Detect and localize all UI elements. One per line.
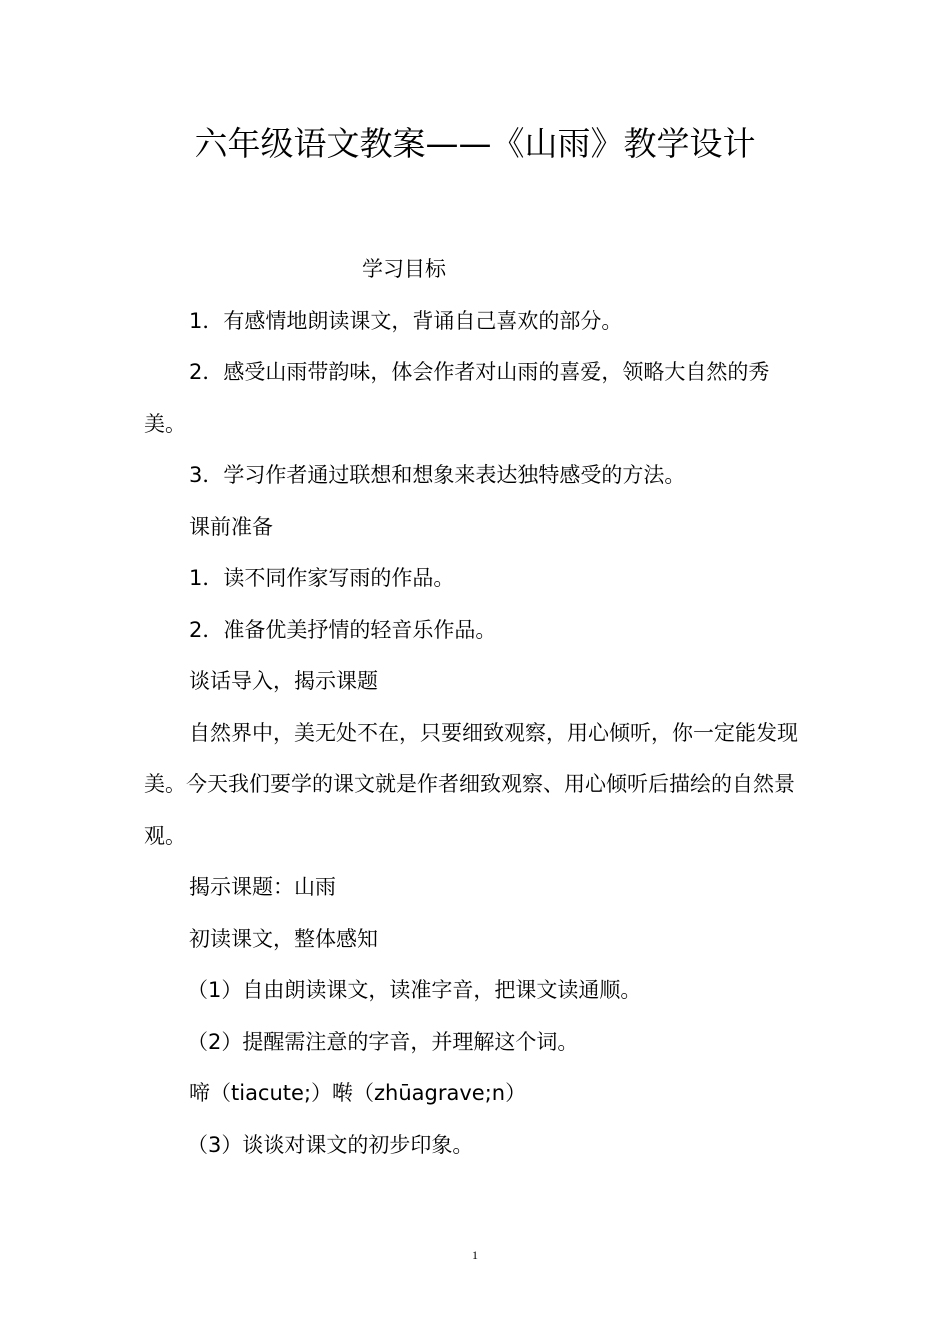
firstread-item-2: （2）提醒需注意的字音，并理解这个词。 — [187, 1029, 579, 1054]
prep-item-1: 1．读不同作家写雨的作品。 — [189, 566, 455, 590]
goal-item-3: 3．学习作者通过联想和想象来表达独特感受的方法。 — [189, 463, 686, 487]
firstread-pronunciation: 啼（tiacute;）啭（zhūagrave;n） — [189, 1081, 527, 1105]
section-heading-goals: 学习目标 — [362, 257, 446, 281]
intro-paragraph: 自然界中，美无处不在，只要细致观察，用心倾听，你一定能发现美。今天我们要学的课文就是作者细致观察、用心倾听后描绘的自然景观。 — [144, 720, 798, 848]
document-body — [144, 244, 808, 1171]
document-title: 六年级语文教案——《山雨》教学设计 — [194, 124, 756, 163]
intro-topic: 揭示课题：山雨 — [189, 875, 336, 899]
firstread-item-3: （3）谈谈对课文的初步印象。 — [187, 1132, 474, 1157]
goal-item-2: 2．感受山雨带韵味，体会作者对山雨的喜爱，领略大自然的秀美。 — [144, 360, 770, 436]
page-number: 1 — [472, 1248, 478, 1262]
section-heading-prep: 课前准备 — [189, 514, 273, 539]
section-heading-intro: 谈话导入，揭示课题 — [189, 669, 378, 693]
prep-item-2: 2．准备优美抒情的轻音乐作品。 — [189, 617, 497, 642]
section-heading-firstread: 初读课文，整体感知 — [189, 926, 378, 951]
firstread-item-1: （1）自由朗读课文，读准字音，把课文读通顺。 — [187, 978, 642, 1002]
goal-item-1: 1．有感情地朗读课文，背诵自己喜欢的部分。 — [189, 308, 623, 333]
